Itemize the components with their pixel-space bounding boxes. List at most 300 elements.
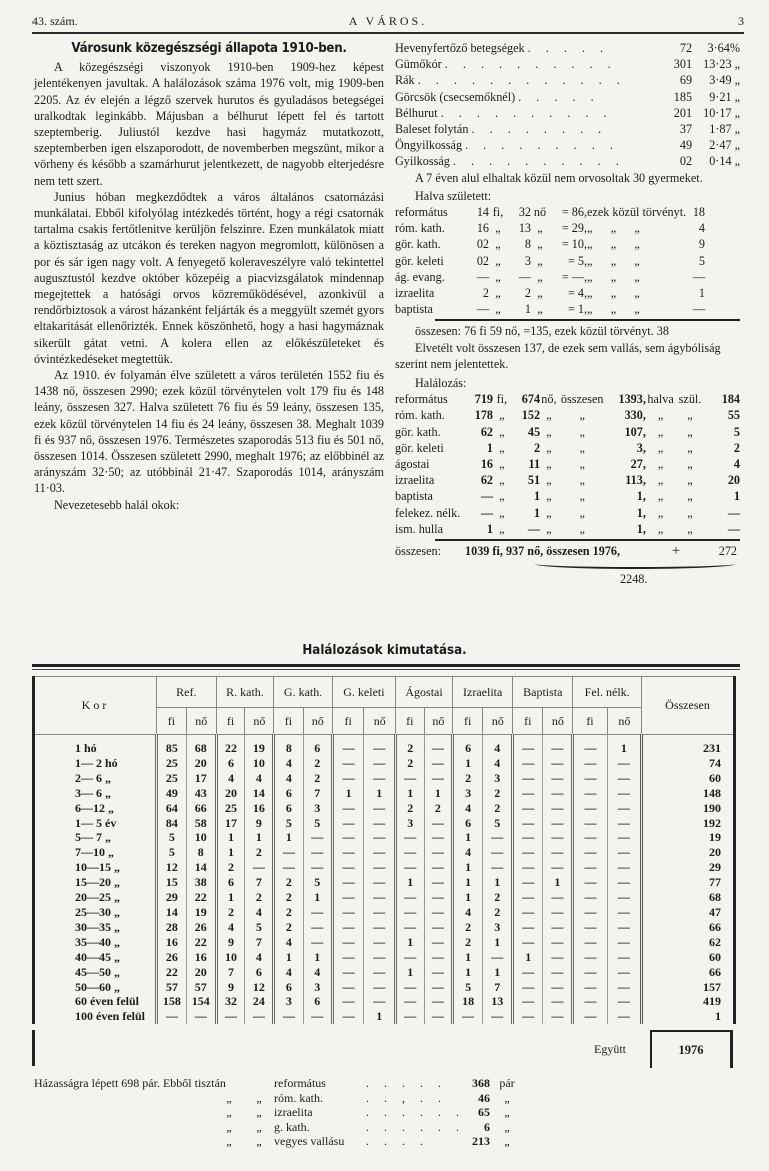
death-religion-row: [395, 456, 740, 472]
table-cell: 28: [157, 920, 187, 935]
table-cell: 14: [245, 786, 274, 801]
row-total: 190: [642, 801, 735, 816]
stillbirth-table: [395, 204, 740, 317]
article-paragraph: Nevezetesebb halál okok:: [54, 497, 180, 512]
female-count: 45: [527, 424, 541, 439]
table-cell: 1: [216, 890, 245, 905]
table-cell: 2: [395, 735, 424, 756]
unit: „: [537, 269, 543, 284]
stillborn-label: „: [657, 521, 664, 536]
age-group: 7—10 „: [34, 845, 157, 860]
religion-group-header: R. kath.: [216, 677, 274, 708]
table-cell: —: [364, 771, 396, 786]
ditto-mark: „: [256, 1105, 262, 1119]
row-total: 231: [642, 735, 735, 756]
total-label: „: [579, 440, 585, 455]
table-cell: —: [543, 771, 573, 786]
table-cell: —: [332, 994, 364, 1009]
table-cell: —: [573, 905, 607, 920]
table-cell: —: [332, 771, 364, 786]
table-cell: —: [424, 1009, 453, 1024]
table-cell: —: [573, 1009, 607, 1024]
stillborn-label: „: [687, 440, 693, 455]
table-cell: 1: [245, 830, 274, 845]
stillborn-label: „: [657, 408, 664, 423]
stillborn-label: „: [657, 424, 664, 439]
cause-label: Hevenyfertőző betegségek: [395, 41, 525, 55]
table-cell: —: [303, 845, 332, 860]
female-count: 1: [533, 489, 541, 504]
table-cell: 43: [186, 786, 216, 801]
article-paragraph: Junius hóban megkezdődtek a város általános csatornázási munkálatai. Ebből kifolyólag intézkedés történt, hogy a régi csatornák tartalma csakis fertőtlenitve kerüljön felszinre. Ezen munkálatok miatt a köztisztaság az utcákon és tereken nagyon megromlott, különösen a por és sár igen nagy volt. A fenyegető koleraveszélyre való tekintettel augusztustól kezdve október közepéig a piacvizsgálatok mindennap megejtettek a hatósági orvos közreműködésével, azonkivül a rendőrbiztosok a várost házanként feljárták és a meggyült szemét gyors eltakaritását ellenőrizték. Ennek köszönhető, hogy a hasi hagymáznak sikerült gátat vetni. A kolera ellen az előkészületeket és óvintézkedéseket megtettük.: [34, 189, 384, 366]
religion-group-header: Ágostai: [395, 677, 452, 708]
table-cell: 2: [216, 860, 245, 875]
table-cell: 16: [245, 801, 274, 816]
row-total: 27,: [630, 457, 646, 472]
table-cell: —: [364, 875, 396, 890]
unit: nő: [533, 205, 547, 220]
table-cell: —: [543, 756, 573, 771]
male-count: 02: [476, 253, 489, 268]
total-label: „: [579, 521, 585, 536]
male-count: 14: [476, 205, 489, 220]
table-cell: —: [424, 890, 453, 905]
unit: „: [546, 457, 552, 472]
table-cell: —: [543, 950, 573, 965]
table-cell: —: [513, 830, 543, 845]
table-cell: —: [483, 830, 513, 845]
cause-name: [395, 72, 654, 88]
table-cell: 4: [303, 965, 332, 980]
religion: felekez. nélk.: [395, 505, 461, 520]
table-cell: —: [395, 830, 424, 845]
table-cell: —: [332, 830, 364, 845]
table-cell: —: [332, 801, 364, 816]
female-count: 3: [524, 253, 531, 268]
unit: „: [546, 424, 552, 439]
table-cell: —: [332, 845, 364, 860]
unit: „: [537, 221, 543, 236]
unit: „: [495, 253, 501, 268]
table-cell: —: [424, 994, 453, 1009]
table-row: [34, 905, 735, 920]
stillbirth-row: [395, 253, 740, 269]
leader-dots: . . . . .: [527, 41, 610, 55]
cause-percent: 9·21 „: [709, 89, 740, 104]
male-count: 1: [486, 440, 494, 455]
marriage-row: [34, 1105, 524, 1120]
table-cell: 4: [274, 965, 303, 980]
table-cell: 3: [395, 816, 424, 831]
deaths-heading: Halálozás:: [415, 376, 467, 391]
table-cell: 4: [274, 771, 303, 786]
unit: „: [537, 253, 543, 268]
cause-count: 301: [673, 57, 693, 72]
unit: „: [499, 473, 505, 488]
table-cell: —: [424, 920, 453, 935]
leader-dots: . . . . . . . . . .: [440, 105, 613, 120]
table-cell: —: [332, 950, 364, 965]
table-cell: —: [607, 786, 641, 801]
table-cell: 1: [543, 875, 573, 890]
table-cell: —: [332, 905, 364, 920]
table-cell: 4: [216, 920, 245, 935]
table-cell: —: [573, 965, 607, 980]
table-cell: —: [395, 950, 424, 965]
total-label: „: [579, 424, 585, 439]
table-cell: 57: [186, 980, 216, 995]
unit: pár: [499, 1076, 515, 1090]
female-count: 152: [521, 408, 541, 423]
unit: „: [499, 521, 505, 536]
table-cell: 1: [483, 875, 513, 890]
table-cell: 26: [157, 950, 187, 965]
table-cell: 57: [157, 980, 187, 995]
row-total: 66: [642, 920, 735, 935]
female-count: 1: [533, 505, 541, 520]
row-total: 1: [642, 1009, 735, 1024]
table-cell: 4: [483, 756, 513, 771]
table-cell: —: [332, 965, 364, 980]
leader-dots: . . . . .: [518, 89, 600, 104]
table-cell: —: [395, 845, 424, 860]
row-total: 419: [642, 994, 735, 1009]
row-total: 19: [642, 830, 735, 845]
table-cell: 4: [274, 935, 303, 950]
marriage-row: [34, 1134, 524, 1149]
illegitimate-count: 4: [698, 221, 705, 236]
table-cell: 1: [364, 1009, 396, 1024]
table-cell: —: [424, 816, 453, 831]
table-row: [34, 994, 735, 1009]
cause-percent: 13·23 „: [703, 57, 740, 72]
table-cell: 16: [157, 935, 187, 950]
table-cell: —: [573, 890, 607, 905]
unit: „: [546, 505, 552, 520]
table-cell: —: [332, 1009, 364, 1024]
table-cell: —: [543, 1009, 573, 1024]
table-cell: —: [364, 935, 396, 950]
stillborn-count: —: [727, 505, 740, 520]
male-count: 16: [480, 457, 494, 472]
table-cell: 25: [157, 771, 187, 786]
row-total: 60: [642, 771, 735, 786]
unit: „: [499, 505, 505, 520]
table-cell: 38: [186, 875, 216, 890]
female-count: 32: [518, 205, 531, 220]
table-cell: —: [543, 816, 573, 831]
female-count: 1: [524, 302, 531, 317]
table-cell: —: [513, 771, 543, 786]
row-total: = 86,: [561, 205, 587, 220]
table-cell: —: [573, 786, 607, 801]
religion: ág. evang.: [395, 269, 445, 284]
kor-header: Kor: [34, 677, 157, 735]
unit: „: [537, 237, 543, 252]
table-cell: —: [303, 860, 332, 875]
table-cell: 4: [453, 905, 483, 920]
table-cell: —: [543, 994, 573, 1009]
table-cell: 6: [274, 980, 303, 995]
issue-number: 43. szám.: [32, 14, 78, 28]
table-cell: 9: [216, 935, 245, 950]
death-cause-row: [395, 40, 740, 56]
grand-total: 2248.: [620, 572, 648, 587]
table-cell: —: [573, 935, 607, 950]
pair-count: 213: [472, 1134, 490, 1148]
table-cell: 5: [303, 875, 332, 890]
table-cell: —: [424, 735, 453, 756]
leader-dots: . . , . .: [366, 1090, 447, 1105]
stillborn-label: „: [657, 473, 664, 488]
table-cell: —: [543, 965, 573, 980]
table-cell: 6: [303, 735, 332, 756]
table-cell: —: [607, 875, 641, 890]
total-label: „: [579, 489, 585, 504]
article-paragraph: A közegészségi viszonyok 1910-ben 1909-hez képest jelentékenyen javultak. A halálozások száma 1976 volt, mig 1909-ben 2205. Az év elején a légző szervek hurutos és gyuladásos betegségei uralkodtak leginkább. Májusban a bélhurut lépett fel és tartott szeptemberig. Juliustól kezdve hasi hagymáz mutatkozott, szeptemberben igen elszaporodott, de novemberben megszünt, mikor a vörheny és később a szamárhurut jelentkezett, de nagyobb elterjedésre nem tett szert.: [34, 60, 384, 188]
article-title: Városunk közegészségi állapota 1910-ben.: [71, 40, 347, 56]
religion-group-header: G. kath.: [274, 677, 333, 708]
leader-dots: . . . . . .: [366, 1105, 465, 1119]
table-cell: 12: [245, 980, 274, 995]
religion: baptista: [395, 302, 433, 317]
religion: gör. kath.: [395, 424, 441, 439]
stillborn-label: „: [687, 473, 693, 488]
table-cell: —: [607, 965, 641, 980]
table-row: [34, 920, 735, 935]
stillborn-label: „: [687, 521, 693, 536]
total-label: összesen: [560, 392, 604, 407]
table-cell: 24: [245, 994, 274, 1009]
table-cell: —: [543, 935, 573, 950]
sub-header-male: fi: [573, 708, 607, 735]
table-cell: 84: [157, 816, 187, 831]
table-cell: 2: [483, 801, 513, 816]
age-group: 30—35 „: [34, 920, 157, 935]
table-cell: 32: [216, 994, 245, 1009]
table-cell: —: [543, 980, 573, 995]
age-group: 50—60 „: [34, 980, 157, 995]
unit: „: [499, 489, 505, 504]
ditto-mark: „: [226, 1105, 232, 1119]
table-cell: —: [424, 905, 453, 920]
plus-sign: +: [671, 543, 681, 560]
religion: izraelita: [274, 1105, 313, 1119]
cause-label: Gyilkosság: [395, 154, 450, 169]
table-cell: —: [513, 980, 543, 995]
note: ezek közül törvényt.: [587, 205, 687, 220]
sub-header-female: nő: [245, 708, 274, 735]
illegitimate-count: 5: [698, 253, 705, 268]
table-cell: 6: [274, 801, 303, 816]
table-row: [34, 890, 735, 905]
table-cell: 15: [157, 875, 187, 890]
stillborn-count: 1: [733, 489, 740, 504]
table-cell: —: [573, 830, 607, 845]
table-cell: —: [483, 1009, 513, 1024]
table-cell: —: [573, 816, 607, 831]
table-cell: 4: [483, 735, 513, 756]
table-cell: —: [513, 875, 543, 890]
sub-header-male: fi: [216, 708, 245, 735]
table-cell: —: [424, 830, 453, 845]
cause-percent: 0·14 „: [709, 154, 740, 169]
cause-label: Öngyilkosság: [395, 138, 463, 153]
table-cell: 3: [483, 771, 513, 786]
table-cell: 5: [274, 816, 303, 831]
unit: „: [546, 440, 552, 455]
age-group: 20—25 „: [34, 890, 157, 905]
death-religion-row: [395, 521, 740, 537]
cause-label: Görcsök (csecsemőknél): [395, 89, 516, 104]
table-cell: —: [513, 905, 543, 920]
female-count: 11: [528, 457, 541, 472]
table-cell: 9: [245, 816, 274, 831]
ditto-mark: „: [256, 1134, 262, 1148]
religion: róm. kath.: [395, 408, 445, 423]
stillbirth-row: [395, 301, 740, 317]
table-cell: —: [607, 994, 641, 1009]
sub-header-female: nő: [483, 708, 513, 735]
sub-header-male: fi: [513, 708, 543, 735]
female-count: 8: [524, 237, 531, 252]
table-cell: —: [483, 845, 513, 860]
death-religion-row: [395, 391, 740, 407]
age-group: 35—40 „: [34, 935, 157, 950]
page-number: 3: [738, 14, 744, 28]
table-cell: —: [607, 830, 641, 845]
stillborn-label: halva: [647, 392, 674, 407]
row-total: 74: [642, 756, 735, 771]
table-cell: 2: [453, 771, 483, 786]
table-cell: —: [543, 830, 573, 845]
table-cell: —: [513, 786, 543, 801]
death-religion-row: [395, 440, 740, 456]
table-cell: —: [332, 935, 364, 950]
deaths-by-religion-table: [395, 391, 740, 537]
table-cell: 19: [245, 735, 274, 756]
religion: gör. keleti: [395, 253, 444, 268]
male-count: 62: [480, 473, 494, 488]
unit: „: [546, 408, 552, 423]
table-cell: 19: [186, 905, 216, 920]
stillborn-label: „: [657, 440, 664, 455]
sub-header-male: fi: [395, 708, 424, 735]
stillbirth-row: [395, 285, 740, 301]
death-cause-row: [395, 105, 740, 121]
table-row: [34, 980, 735, 995]
age-group: 3— 6 „: [34, 786, 157, 801]
unit: fi,: [492, 205, 504, 220]
table-cell: —: [483, 860, 513, 875]
cause-percent: 1·87 „: [709, 122, 740, 137]
table-cell: —: [332, 756, 364, 771]
death-religion-row: [395, 505, 740, 521]
cause-count: 69: [679, 73, 693, 88]
table-cell: 6: [303, 994, 332, 1009]
table-cell: 7: [245, 875, 274, 890]
table-cell: 2: [274, 890, 303, 905]
table-cell: 5: [245, 920, 274, 935]
female-count: 674: [521, 392, 541, 407]
table-cell: —: [543, 845, 573, 860]
stillborn-label: „: [687, 424, 693, 439]
leader-dots: . . . . . . . . . .: [444, 57, 617, 72]
row-total: = 4,: [567, 286, 587, 301]
cause-count: 185: [673, 89, 693, 104]
female-count: 13: [518, 221, 531, 236]
illegitimate-count: —: [692, 302, 705, 317]
cause-name: [395, 121, 654, 137]
table-cell: 14: [157, 905, 187, 920]
table-cell: —: [607, 980, 641, 995]
stillbirth-row: [395, 204, 740, 220]
male-count: —: [480, 505, 494, 520]
table-cell: 64: [157, 801, 187, 816]
table-cell: —: [395, 980, 424, 995]
row-total: 20: [642, 845, 735, 860]
table-cell: —: [364, 845, 396, 860]
table-row: [34, 845, 735, 860]
death-causes-list: [395, 40, 740, 170]
table-cell: —: [395, 890, 424, 905]
table-cell: 1: [274, 830, 303, 845]
male-count: 178: [474, 408, 494, 423]
table-cell: 1: [453, 965, 483, 980]
table-cell: 1: [424, 786, 453, 801]
indent-spacer: [34, 1105, 214, 1120]
row-total: = 29,: [561, 221, 587, 236]
age-group: 60 éven felül: [34, 994, 157, 1009]
table-cell: 2: [395, 801, 424, 816]
unit: „: [499, 424, 505, 439]
table-cell: —: [332, 860, 364, 875]
brace-icon: [535, 559, 735, 569]
table-cell: 2: [303, 771, 332, 786]
table-cell: 20: [186, 756, 216, 771]
table-cell: —: [573, 756, 607, 771]
table-row: [34, 771, 735, 786]
table-cell: 9: [216, 980, 245, 995]
table-cell: —: [364, 994, 396, 1009]
unit: nő,: [541, 392, 557, 407]
table-cell: —: [513, 935, 543, 950]
table-cell: —: [424, 980, 453, 995]
sub-header-male: fi: [274, 708, 303, 735]
religion-group-header: Ref.: [157, 677, 217, 708]
table-row: [34, 965, 735, 980]
table-cell: 1: [483, 935, 513, 950]
cause-label: Rák: [395, 73, 415, 88]
table-cell: —: [332, 890, 364, 905]
cause-count: 201: [673, 105, 693, 120]
table-cell: 66: [186, 801, 216, 816]
table-cell: —: [573, 771, 607, 786]
table-cell: 2: [453, 935, 483, 950]
table-row: [34, 786, 735, 801]
table-row: [34, 801, 735, 816]
table-cell: —: [364, 830, 396, 845]
unit: „: [504, 1105, 510, 1119]
pair-count: 368: [472, 1076, 490, 1090]
abortion-note: Elvetélt volt összesen 137, de ezek sem vallás, sem ágybóliság szerint nem jelentettek.: [395, 340, 721, 371]
leader-dots: . . . .: [366, 1134, 429, 1148]
table-cell: —: [364, 920, 396, 935]
table-cell: 1: [483, 965, 513, 980]
age-group: 2— 6 „: [34, 771, 157, 786]
table-cell: 6: [453, 816, 483, 831]
table-cell: 154: [186, 994, 216, 1009]
